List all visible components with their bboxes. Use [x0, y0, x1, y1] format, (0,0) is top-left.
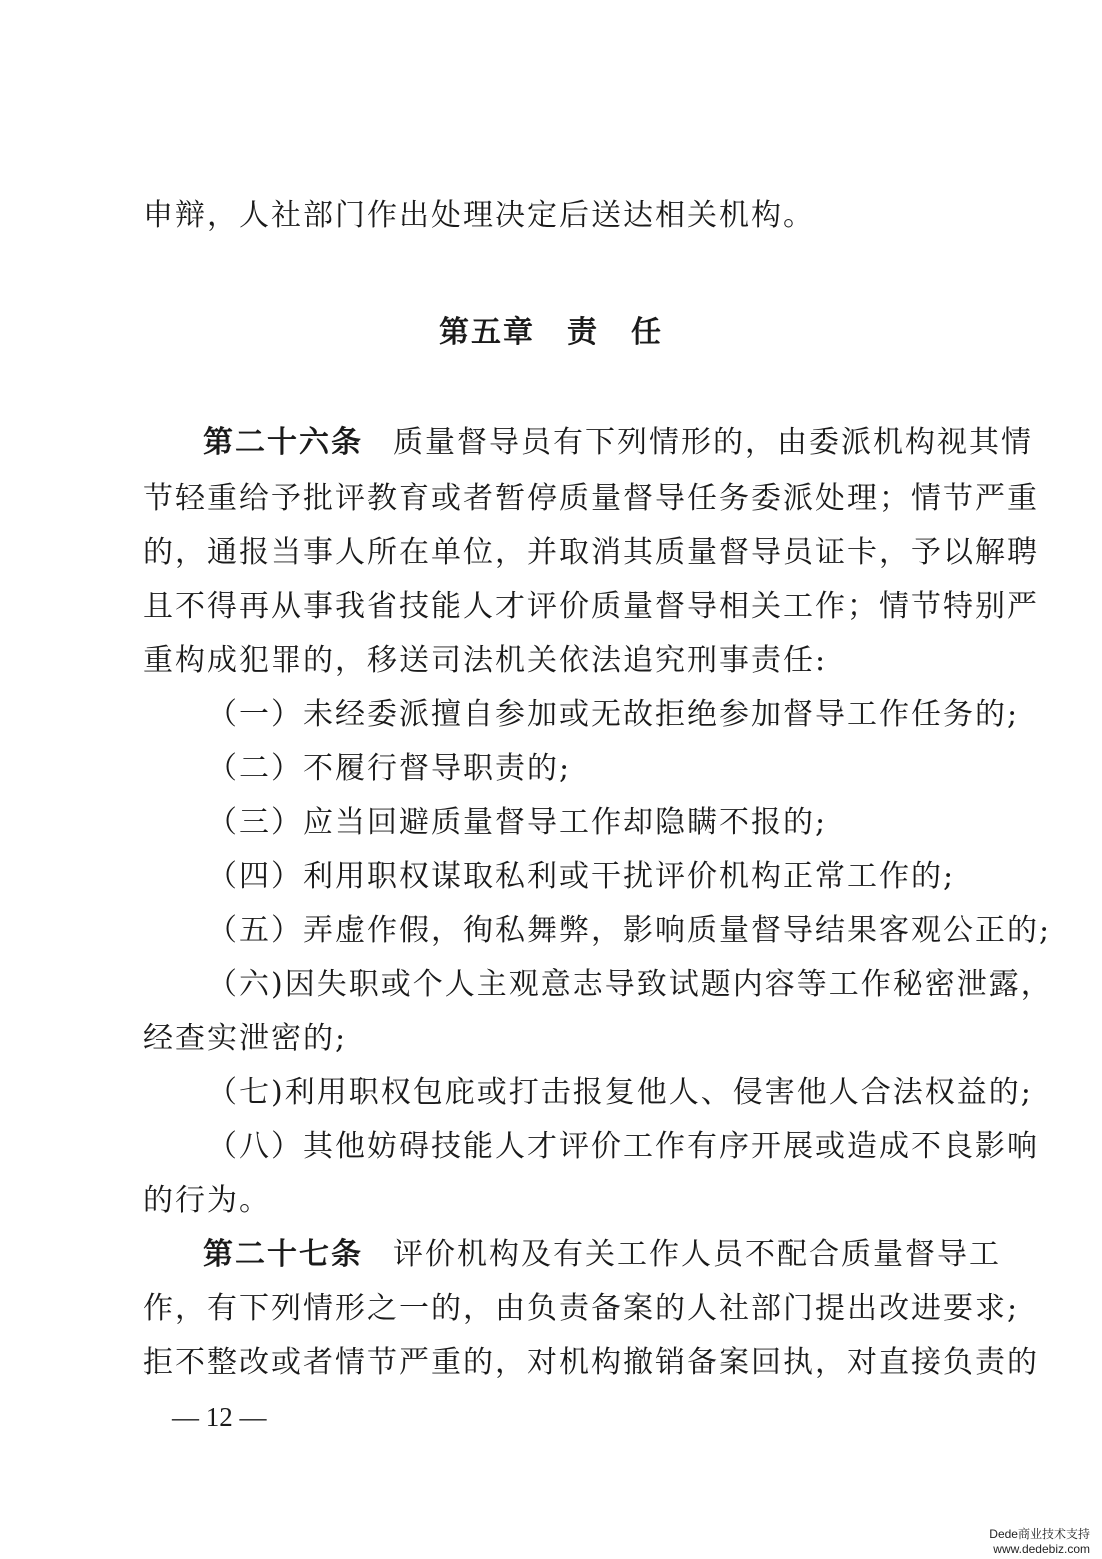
list-item: （六)因失职或个人主观意志导致试题内容等工作秘密泄露，	[207, 967, 1053, 1002]
list-item: （三）应当回避质量督导工作却隐瞒不报的;	[207, 805, 828, 840]
article-27-first-line	[203, 1235, 1001, 1275]
paragraph-line: 且不得再从事我省技能人才评价质量督导相关工作；情节特别严	[143, 589, 1039, 624]
list-item: （七)利用职权包庇或打击报复他人、侵害他人合法权益的;	[207, 1075, 1033, 1110]
list-item: （八）其他妨碍技能人才评价工作有序开展或造成不良影响	[207, 1129, 1039, 1164]
paragraph-line: 申辩，人社部门作出处理决定后送达相关机构。	[143, 198, 815, 233]
article-26-first-line	[203, 423, 1033, 463]
watermark-line1: Dede商业技术支持	[989, 1527, 1090, 1541]
paragraph-line: 的，通报当事人所在单位，并取消其质量督导员证卡，予以解聘	[143, 535, 1039, 570]
list-item-continuation: 的行为。	[143, 1183, 271, 1218]
paragraph-line: 节轻重给予批评教育或者暂停质量督导任务委派处理；情节严重	[143, 481, 1039, 516]
paragraph-line: 拒不整改或者情节严重的，对机构撤销备案回执，对直接负责的	[143, 1345, 1039, 1380]
article-27-text: 评价机构及有关工作人员不配合质量督导工	[393, 1237, 1001, 1272]
list-item: （四）利用职权谋取私利或干扰评价机构正常工作的;	[207, 859, 956, 894]
article-26-text: 质量督导员有下列情形的，由委派机构视其情	[393, 425, 1033, 460]
chapter-title: 第五章 责 任	[439, 315, 663, 350]
list-item: （二）不履行督导职责的;	[207, 751, 572, 786]
page-number: — 12 —	[172, 1402, 267, 1432]
article-27-label: 第二十七条	[203, 1237, 363, 1272]
list-item: （一）未经委派擅自参加或无故拒绝参加督导工作任务的;	[207, 697, 1020, 732]
paragraph-line: 作，有下列情形之一的，由负责备案的人社部门提出改进要求;	[143, 1291, 1020, 1326]
paragraph-line: 重构成犯罪的，移送司法机关依法追究刑事责任:	[143, 643, 828, 678]
list-item: （五）弄虚作假，徇私舞弊，影响质量督导结果客观公正的;	[207, 913, 1052, 948]
watermark-line2: www.dedebiz.com	[993, 1542, 1090, 1556]
article-26-label: 第二十六条	[203, 425, 363, 460]
list-item-continuation: 经查实泄密的;	[143, 1021, 348, 1056]
